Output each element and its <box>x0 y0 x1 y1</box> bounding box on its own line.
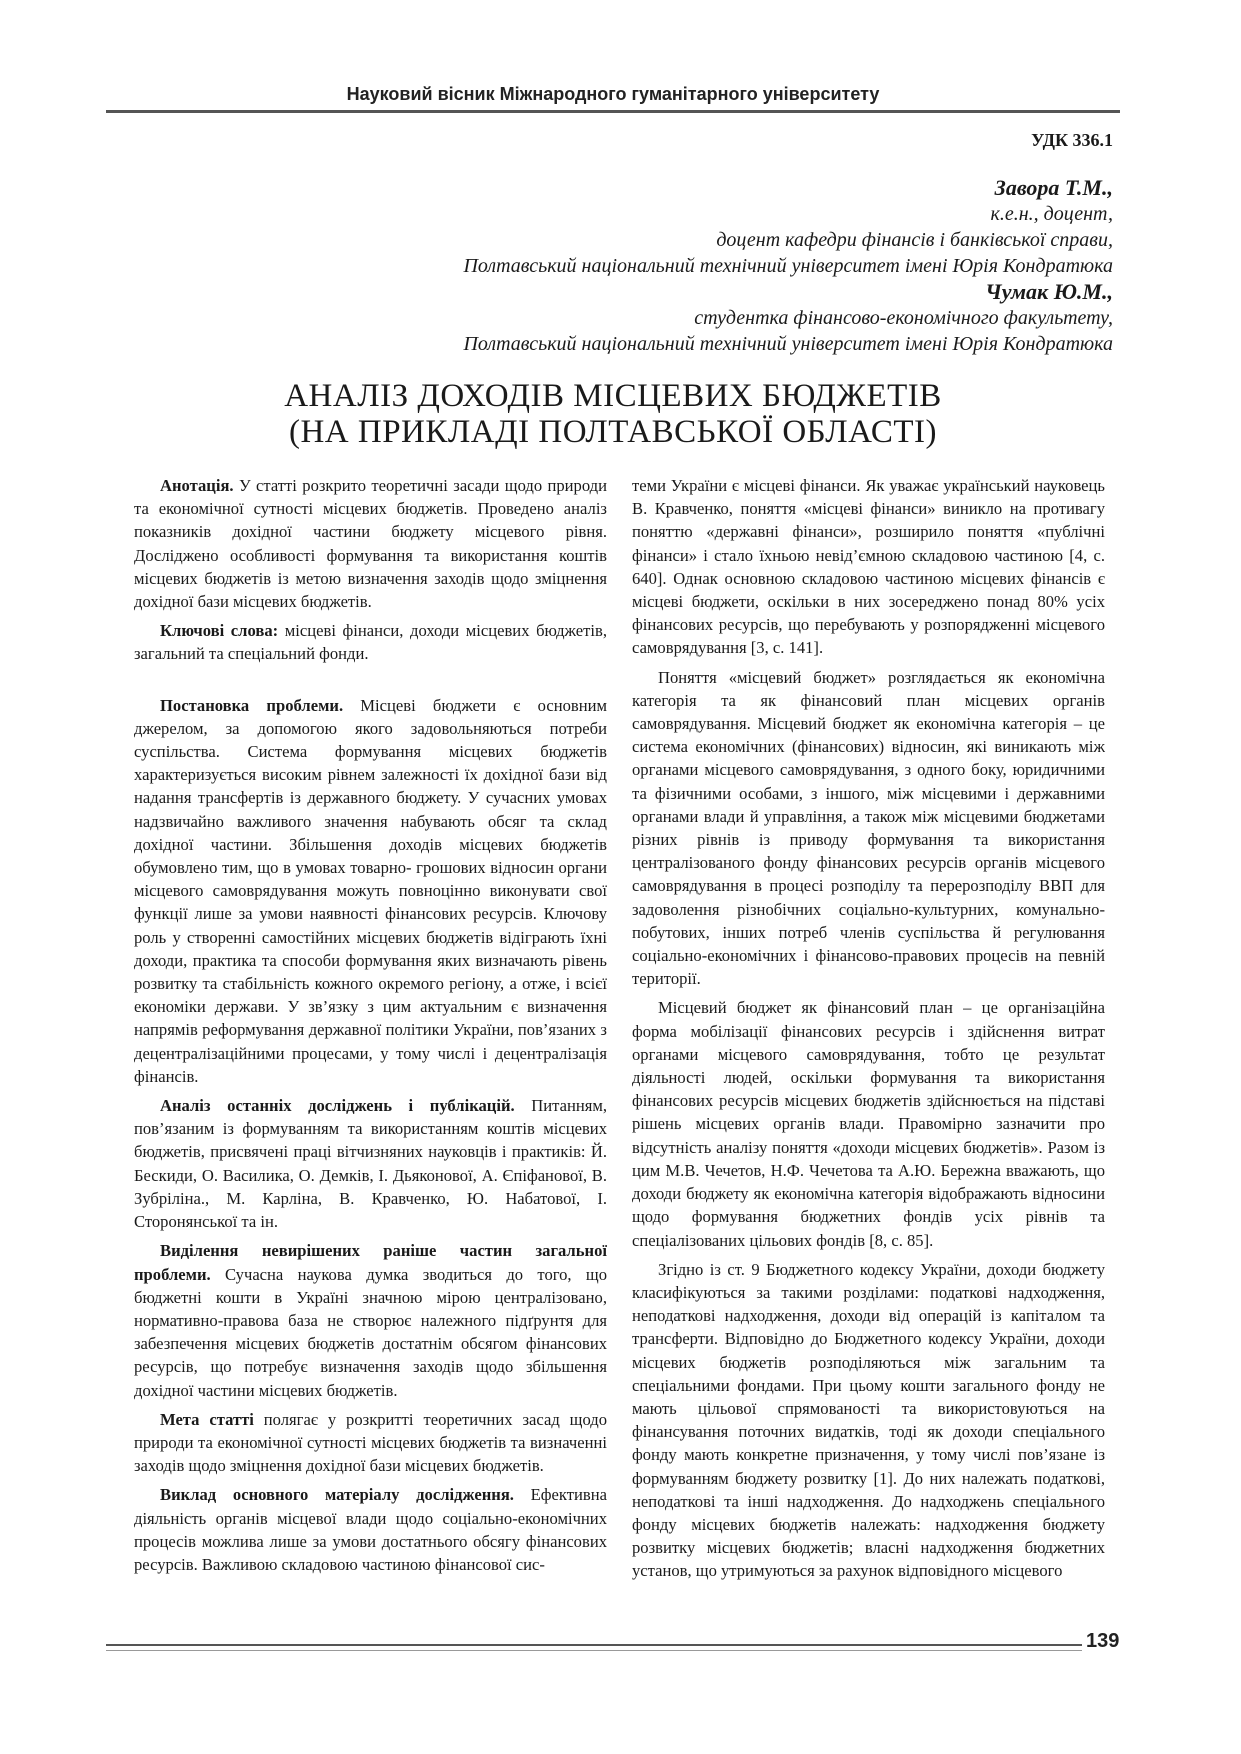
footer-divider-thin <box>106 1650 1082 1651</box>
abstract-paragraph <box>134 474 607 613</box>
header-divider <box>106 110 1120 113</box>
paragraph-text: Ефективна діяльність органів місцевої влади щодо соціально-економічних процесів можлива лише за умови достатнього обсягу фінансових ресурсів. Важливою складовою частиною фінансової сис- <box>134 1485 607 1574</box>
footer-divider <box>106 1644 1082 1646</box>
author-affiliation: к.е.н., доцент, <box>990 203 1113 225</box>
right-column <box>632 474 1105 1589</box>
authors-block <box>213 175 1113 357</box>
paragraph-text: Питанням, пов’язаним із формуванням та використанням коштів місцевих бюджетів, присвячені праці вітчизняних науковців і практиків: Й. Бескиди, О. Василика, О. Демків, І. Дьяконової, А. Єпіфанової, В. Зубріліна., М. Карліна, В. Кравченко, Ю. Набатової, І. Сторонянської та ін. <box>134 1096 607 1232</box>
journal-header: Науковий вісник Міжнародного гуманітарного університету <box>346 84 880 104</box>
left-column <box>134 474 607 1582</box>
paragraph-text: Сучасна наукова думка зводиться до того, що бюджетні кошти в Україні значною мірою централізовано, нормативно-правова база не створює належного підґрунтя для забезпечення місцевих бюджетів достатнім обсягом фінансових ресурсів, що потребує визначення заходів щодо збільшення дохідної частини місцевих бюджетів. <box>134 1264 607 1400</box>
title-line: (НА ПРИКЛАДІ ПОЛТАВСЬКОЇ ОБЛАСТІ) <box>288 414 938 450</box>
author-affiliation: студентка фінансово-економічного факультету, <box>694 307 1113 329</box>
page-number: 139 <box>1086 1630 1120 1652</box>
abstract-label: Анотація. <box>160 476 234 495</box>
author-affiliation: Полтавський національний технічний університет імені Юрія Кондратюка <box>463 333 1113 355</box>
body-paragraph <box>134 1408 607 1478</box>
author-affiliation: доцент кафедри фінансів і банківської справи, <box>716 229 1113 251</box>
article-title <box>106 378 1120 450</box>
body-paragraph <box>134 694 607 1088</box>
body-paragraph: Згідно із ст. 9 Бюджетного кодексу України, доходи бюджету класифікуються за такими розділами: податкові надходження, неподаткові надходження, доходи від операцій із капіталом та трансферти. Відповідно до Бюджетного кодексу України, доходи місцевих бюджетів розподіляються між загальним та спеціальними фондами. При цьому кошти загального фонду не мають цільової спрямованості та використовуються на фінансування поточних видатків, тоді як доходи спеціального фонду мають конкретне призначення, у тому числі пов’язане із формуванням бюджету розвитку [1]. До них належать податкові, неподаткові та інші надходження. До надходжень спеціального фонду місцевих бюджетів належать: надходження бюджету розвитку місцевих бюджетів; власні надходження бюджетних установ, що утримуються за рахунок відповідного місцевого <box>632 1259 1105 1581</box>
author-name: Чумак Ю.М., <box>985 279 1113 304</box>
body-paragraph: Поняття «місцевий бюджет» розглядається як економічна категорія та як фінансовий план місцевих органів самоврядування. Місцевий бюджет як економічна категорія – це система економічних (фінансових) відносин, які виникають між органами місцевого самоврядування, з одного боку, юридичними та фізичними особами, з іншого, між місцевими і державними органами влади й управління, а також між місцевими бюджетами різних рівнів із приводу формування та використання централізованого фонду фінансових ресурсів органів місцевого самоврядування в процесі розподілу та перерозподілу ВВП для задоволення різнобічних соціально-культурних, комунально-побутових, інших потреб членів суспільства й регулювання соціально-економічних і фінансово-правових процесів на певній території. <box>632 667 1105 989</box>
udk-code: УДК 336.1 <box>1031 130 1113 150</box>
body-paragraph <box>134 1483 607 1576</box>
keywords-paragraph <box>134 619 607 665</box>
section-label: Виклад основного матеріалу дослідження. <box>160 1485 514 1505</box>
keywords-text: місцеві фінанси, доходи місцевих бюджетів, загальний та спеціальний фонди. <box>134 621 607 664</box>
section-label: Аналіз останніх досліджень і публікацій. <box>160 1096 515 1116</box>
paragraph-text: Місцеві бюджети є основним джерелом, за допомогою якого задовольняються потреби суспільства. Система формування місцевих бюджетів характеризується високим рівнем залежності їх дохідної бази від надання трансфертів із державного бюджету. У сучасних умовах надзвичайно важливого значення набувають обсяг та склад дохідної частини. Збільшення доходів місцевих бюджетів обумовлено тим, що в умовах товарно- грошових відносин органи місцевого самоврядування можуть повноцінно виконувати свої функції лише за умови наявності фінансових ресурсів. Ключову роль у створенні самостійних місцевих бюджетів відіграють їхні доходи, практика та способи формування яких визначають рівень розвитку та стабільність кожного окремого регіону, а отже, і всієї економіки держави. У зв’язку з цим актуальним є визначення напрямів реформування державної політики України, пов’язаних з децентралізаційними процесами, у тому числі і децентралізація фінансів. <box>134 695 607 1086</box>
body-paragraph <box>134 1239 607 1401</box>
author-affiliation: Полтавський національний технічний університет імені Юрія Кондратюка <box>463 255 1113 277</box>
body-paragraph: теми України є місцеві фінанси. Як уважає український науковець В. Кравченко, поняття «місцеві фінанси» виникло на противагу поняттю «державні фінанси», розширило поняття «публічні фінанси» і стало їхньою невід’ємною складовою частиною [4, с. 640]. Однак основною складовою частиною місцевих фінансів є місцеві бюджети, оскільки в них зосереджено понад 80% усіх фінансових ресурсів, що перебувають у розпорядженні місцевого самоврядування [3, с. 141]. <box>632 476 1105 658</box>
title-line: АНАЛІЗ ДОХОДІВ МІСЦЕВИХ БЮДЖЕТІВ <box>284 378 942 414</box>
author-name: Завора Т.М., <box>994 175 1113 200</box>
keywords-label: Ключові слова: <box>160 621 279 641</box>
body-paragraph <box>134 1094 607 1233</box>
section-label: Мета статті <box>160 1409 254 1429</box>
paragraph-text: полягає у розкритті теоретичних засад щодо природи та економічної сутності місцевих бюджетів та визначенні заходів щодо зміцнення дохідної бази місцевих бюджетів. <box>134 1409 607 1476</box>
section-label: Постановка проблеми. <box>160 695 344 715</box>
abstract-text: У статті розкрито теоретичні засади щодо природи та економічної сутності місцевих бюджетів. Проведено аналіз показників дохідної частини бюджету місцевого рівня. Досліджено особливості формування та використання коштів місцевих бюджетів із метою визначення заходів щодо зміцнення дохідної бази місцевих бюджетів. <box>134 476 607 612</box>
section-label: Виділення невирішених раніше частин загальної проблеми. <box>134 1241 607 1284</box>
body-paragraph: Місцевий бюджет як фінансовий план – це організаційна форма мобілізації фінансових ресурсів і здійснення витрат органами місцевого самоврядування, тобто це результат діяльності людей, оскільки формування та використання фінансових ресурсів місцевих бюджетів здійснюється на підставі рішень місцевих органів влади. Правомірно зазначити про відсутність аналізу поняття «доходи місцевих бюджетів». Разом із цим М.В. Чечетов, Н.Ф. Чечетова та А.Ю. Бережна вважають, що доходи бюджету як економічна категорія відображають відносини щодо формування бюджетних фондів усіх рівнів та спеціалізованих цільових фондів [8, с. 85]. <box>632 998 1105 1250</box>
